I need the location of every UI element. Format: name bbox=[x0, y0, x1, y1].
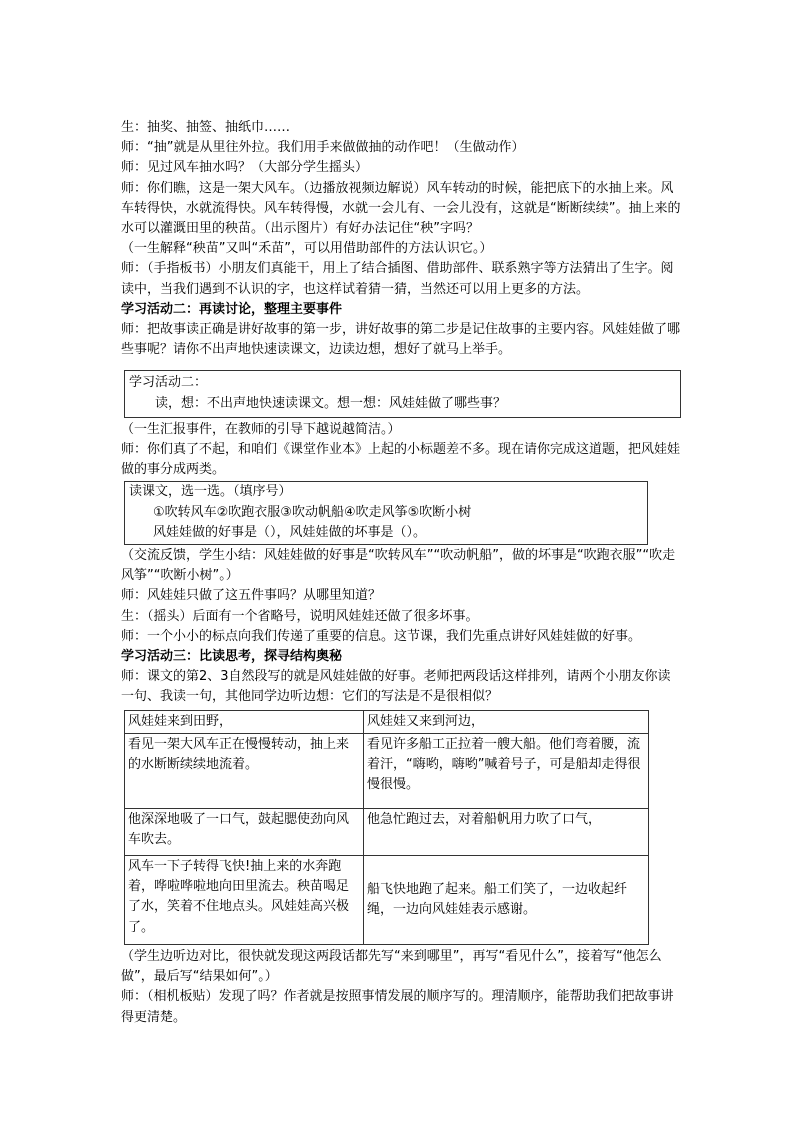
text-line: 师：“抽”就是从里往外拉。我们用手来做做抽的动作吧！（生做动作） bbox=[121, 140, 525, 156]
exercise-fill-blank: 风娃娃做的好事是（），风娃娃做的坏事是（）。 bbox=[153, 524, 427, 540]
text-line: （一生汇报事件，在教师的引导下越说越简洁。） bbox=[121, 421, 401, 437]
table-cell: 船飞快地跑了起来。船工们笑了，一边收起纤绳，一边向风娃娃表示感谢。 bbox=[364, 855, 649, 944]
table-row bbox=[125, 855, 649, 944]
section-heading-activity-3: 学习活动三：比读思考，探寻结构奥秘 bbox=[121, 649, 343, 665]
text-line: 师：见过风车抽水吗？（大部分学生摇头） bbox=[121, 160, 369, 176]
exercise-title: 读课文，选一选。（填序号） bbox=[129, 484, 292, 500]
text-paragraph: 师：（相机板贴）发现了吗？作者就是按照事情发展的顺序写的。理清顺序，能帮助我们把故事讲得更清楚。 bbox=[121, 989, 674, 1025]
text-paragraph: 师：课文的第2、3自然段写的就是风娃娃做的好事。老师把两段话这样排列，请两个小朋友你读一句、我读一句，其他同学边听边想：它们的写法是不是很相似？ bbox=[121, 669, 671, 705]
exercise-options: ①吹转风车②吹跑衣服③吹动帆船④吹走风筝⑤吹断小树 bbox=[153, 504, 472, 520]
text-line: 师：一个小小的标点向我们传递了重要的信息。这节课，我们先重点讲好风娃娃做的好事。 bbox=[121, 628, 642, 644]
document-page bbox=[121, 118, 681, 1028]
text-line: 生：抽奖、抽签、抽纸巾…… bbox=[121, 120, 291, 135]
table-cell: 他深深地吸了一口气，鼓起腮使劲向风车吹去。 bbox=[125, 808, 364, 855]
table-row bbox=[125, 733, 649, 808]
table-cell: 看见一架大风车正在慢慢转动，抽上来的水断断续续地流着。 bbox=[125, 733, 364, 808]
text-line: 师：风娃娃只做了这五件事吗？从哪里知道？ bbox=[121, 588, 382, 604]
table-row bbox=[125, 710, 649, 733]
exercise-box bbox=[124, 481, 648, 545]
text-paragraph: 师：你们瞧，这是一架大风车。（边播放视频边解说）风车转动的时候，能把底下的水抽上来。风车转得快，水就流得快。风车转得慢，水就一会儿有、一会儿没有，这就是“断断续续”。抽上来的水可以灌溉田里的秧苗。（出示图片）有好办法记住“秧”字吗？ bbox=[121, 180, 681, 237]
text-line: （一生解释“秧苗”又叫“禾苗”，可以用借助部件的方法认识它。） bbox=[121, 241, 493, 257]
table-cell: 风车一下子转得飞快!抽上来的水奔跑着，哗啦哗啦地向田里流去。秧苗喝足了水，笑着不住地点头。风娃娃高兴极了。 bbox=[125, 855, 364, 944]
text-paragraph: 师：把故事读正确是讲好故事的第一步，讲好故事的第二步是记住故事的主要内容。风娃娃做了哪些事呢？请你不出声地快速读课文，边读边想，想好了就马上举手。 bbox=[121, 322, 681, 358]
text-paragraph: 师：（手指板书）小朋友们真能干，用上了结合插图、借助部件、联系熟字等方法猜出了生字。阅读中，当我们遇到不认识的字，也这样试着猜一猜，当然还可以用上更多的方法。 bbox=[121, 261, 674, 297]
table-row bbox=[125, 808, 649, 855]
text-paragraph: （学生边听边对比，很快就发现这两段话都先写“来到哪里”，再写“看见什么”，接着写“他怎么做”，最后写“结果如何”。） bbox=[121, 948, 662, 985]
table-cell: 看见许多船工正拉着一艘大船。他们弯着腰，流着汗，“嗨哟，嗨哟”喊着号子，可是船却走得很慢很慢。 bbox=[364, 733, 649, 808]
table-cell: 他急忙跑过去，对着船帆用力吹了口气， bbox=[364, 808, 649, 855]
text-paragraph: （交流反馈，学生小结：风娃娃做的好事是“吹转风车”“吹动帆船”，做的坏事是“吹跑衣服”“吹走风筝”“吹断小树”。） bbox=[121, 548, 676, 584]
activity-box-title: 学习活动二： bbox=[129, 375, 208, 391]
table-cell: 风娃娃来到田野， bbox=[125, 710, 364, 733]
text-line: 生：（摇头）后面有一个省略号，说明风娃娃还做了很多坏事。 bbox=[121, 608, 479, 624]
activity-box-body: 读，想：不出声地快速读课文。想一想：风娃娃做了哪些事？ bbox=[155, 395, 507, 411]
section-heading-activity-2: 学习活动二：再读讨论，整理主要事件 bbox=[121, 301, 343, 317]
comparison-table bbox=[124, 710, 649, 945]
table-cell: 风娃娃又来到河边， bbox=[364, 710, 649, 733]
text-paragraph: 师：你们真了不起，和咱们《课堂作业本》上起的小标题差不多。现在请你完成这道题，把风娃娃做的事分成两类。 bbox=[121, 442, 681, 478]
activity-box bbox=[124, 370, 681, 417]
